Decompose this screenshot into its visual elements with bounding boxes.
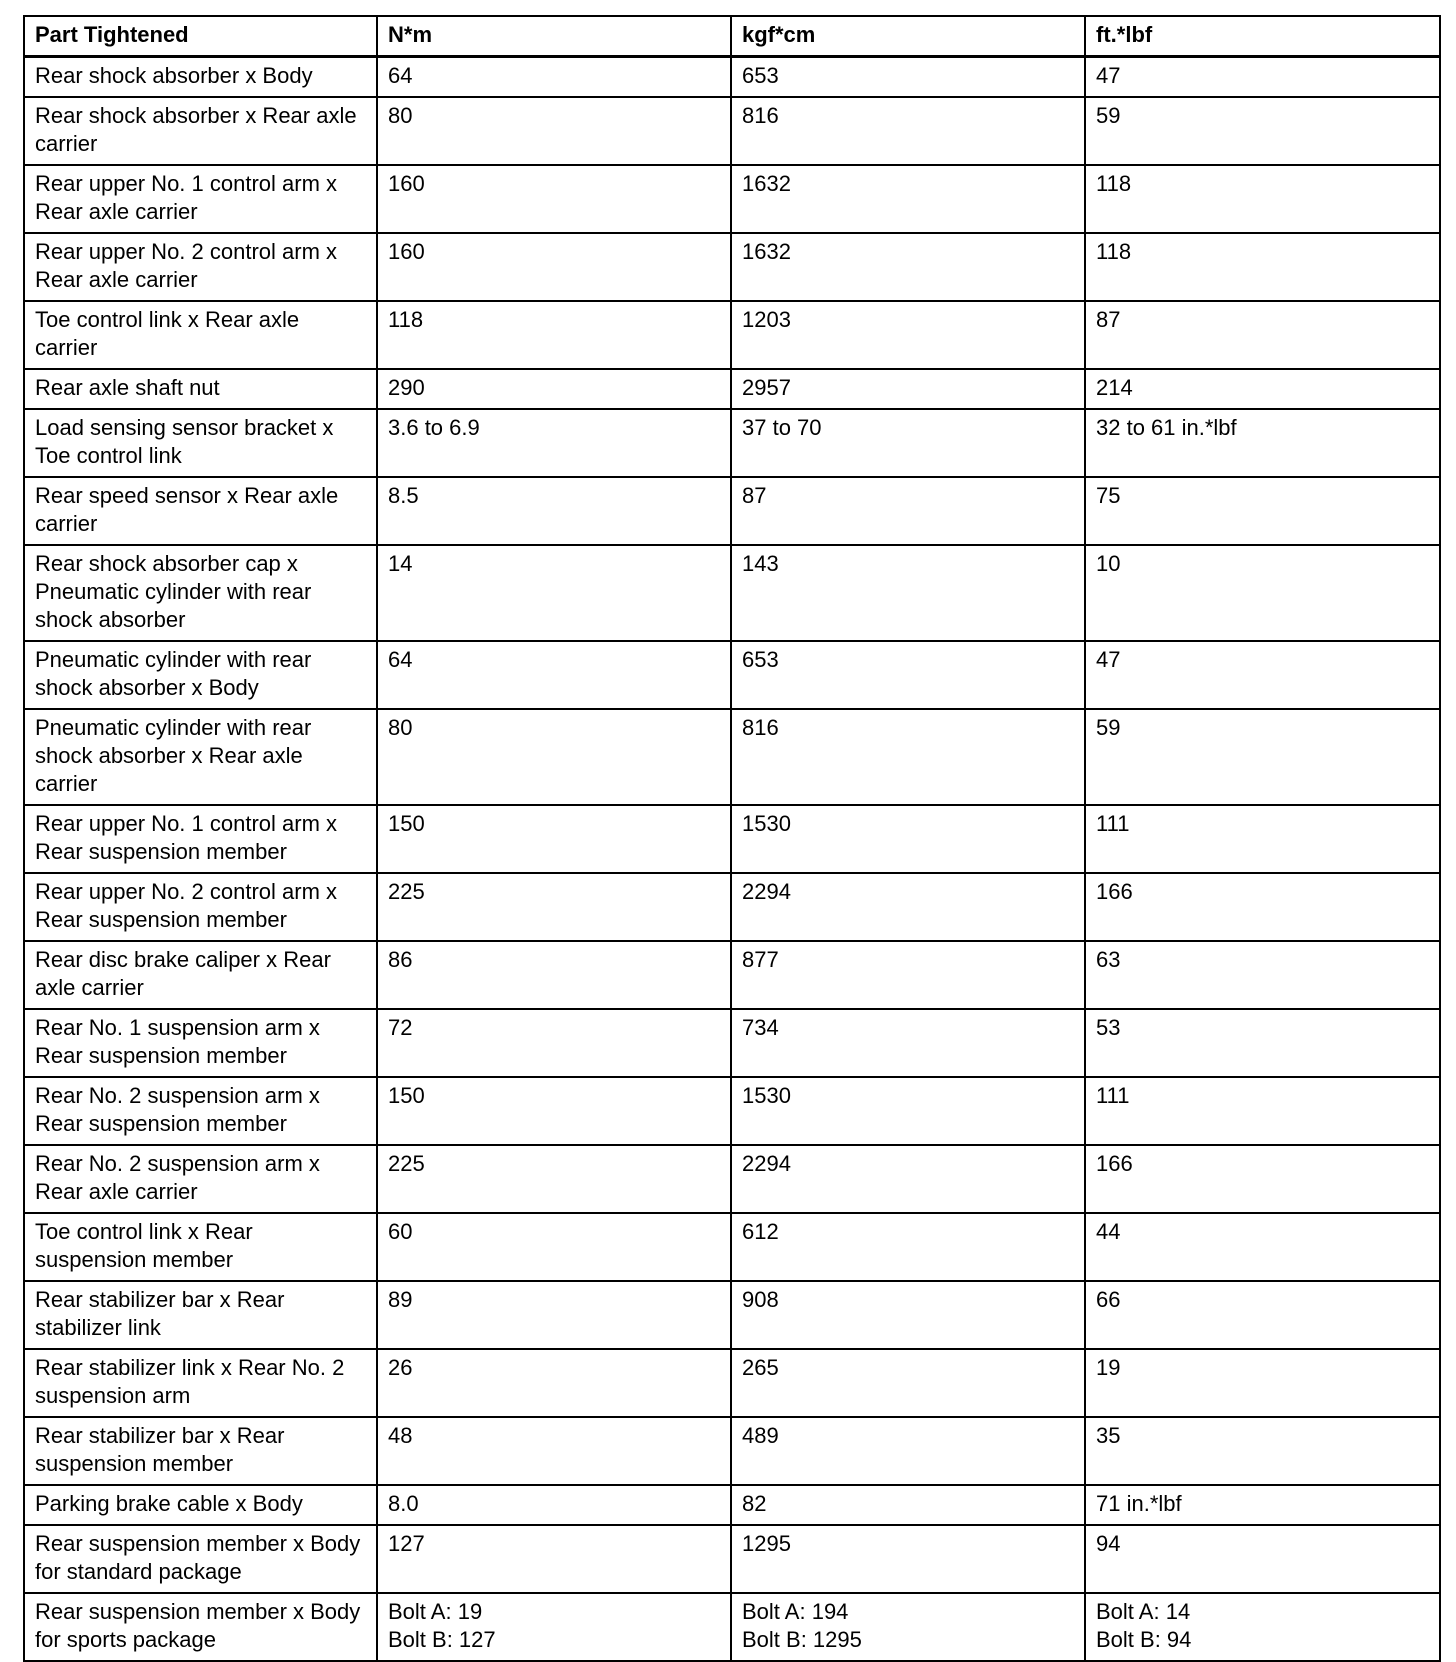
table-row bbox=[24, 641, 1440, 709]
torque-specification-table bbox=[23, 15, 1441, 1662]
newton-meters-cell: 89 bbox=[377, 1281, 731, 1349]
kgf-cm-cell: 1203 bbox=[731, 301, 1085, 369]
table-row bbox=[24, 1213, 1440, 1281]
newton-meters-cell: 60 bbox=[377, 1213, 731, 1281]
newton-meters-cell: 48 bbox=[377, 1417, 731, 1485]
part-tightened-cell: Rear suspension member x Body for sports package bbox=[24, 1593, 377, 1661]
ft-lbf-cell: 75 bbox=[1085, 477, 1440, 545]
header-part-tightened: Part Tightened bbox=[24, 16, 377, 57]
part-tightened-cell: Rear upper No. 2 control arm x Rear axle carrier bbox=[24, 233, 377, 301]
table-row bbox=[24, 1009, 1440, 1077]
newton-meters-cell: 72 bbox=[377, 1009, 731, 1077]
newton-meters-cell: 86 bbox=[377, 941, 731, 1009]
ft-lbf-cell: 59 bbox=[1085, 97, 1440, 165]
part-tightened-cell: Rear upper No. 2 control arm x Rear suspension member bbox=[24, 873, 377, 941]
ft-lbf-cell: 53 bbox=[1085, 1009, 1440, 1077]
table-row bbox=[24, 1077, 1440, 1145]
newton-meters-cell: 127 bbox=[377, 1525, 731, 1593]
header-kgf-cm: kgf*cm bbox=[731, 16, 1085, 57]
kgf-cm-cell: 1530 bbox=[731, 805, 1085, 873]
header-row bbox=[24, 16, 1440, 57]
table-row bbox=[24, 301, 1440, 369]
table-body bbox=[24, 57, 1440, 1662]
table-row bbox=[24, 477, 1440, 545]
newton-meters-cell: 3.6 to 6.9 bbox=[377, 409, 731, 477]
part-tightened-cell: Parking brake cable x Body bbox=[24, 1485, 377, 1525]
ft-lbf-cell: 71 in.*lbf bbox=[1085, 1485, 1440, 1525]
kgf-cm-cell: 1632 bbox=[731, 165, 1085, 233]
ft-lbf-cell: 87 bbox=[1085, 301, 1440, 369]
newton-meters-cell: 225 bbox=[377, 1145, 731, 1213]
table-row bbox=[24, 409, 1440, 477]
table-row bbox=[24, 1281, 1440, 1349]
ft-lbf-cell: 111 bbox=[1085, 805, 1440, 873]
ft-lbf-cell: 19 bbox=[1085, 1349, 1440, 1417]
kgf-cm-cell: 1295 bbox=[731, 1525, 1085, 1593]
kgf-cm-cell: 37 to 70 bbox=[731, 409, 1085, 477]
kgf-cm-cell: 612 bbox=[731, 1213, 1085, 1281]
part-tightened-cell: Rear shock absorber x Rear axle carrier bbox=[24, 97, 377, 165]
cell-line: Bolt A: 14 bbox=[1096, 1599, 1191, 1624]
ft-lbf-cell: 118 bbox=[1085, 165, 1440, 233]
part-tightened-cell: Rear No. 2 suspension arm x Rear axle carrier bbox=[24, 1145, 377, 1213]
kgf-cm-cell: 82 bbox=[731, 1485, 1085, 1525]
table-row bbox=[24, 1485, 1440, 1525]
table-row bbox=[24, 97, 1440, 165]
newton-meters-cell: 14 bbox=[377, 545, 731, 641]
kgf-cm-cell: 816 bbox=[731, 97, 1085, 165]
table-row bbox=[24, 1417, 1440, 1485]
cell-line: Bolt B: 94 bbox=[1096, 1627, 1192, 1652]
kgf-cm-cell: 2957 bbox=[731, 369, 1085, 409]
ft-lbf-cell: 32 to 61 in.*lbf bbox=[1085, 409, 1440, 477]
ft-lbf-cell: 63 bbox=[1085, 941, 1440, 1009]
ft-lbf-cell: 47 bbox=[1085, 641, 1440, 709]
part-tightened-cell: Rear speed sensor x Rear axle carrier bbox=[24, 477, 377, 545]
kgf-cm-cell: 734 bbox=[731, 1009, 1085, 1077]
table-row bbox=[24, 1525, 1440, 1593]
newton-meters-cell bbox=[377, 1593, 731, 1661]
kgf-cm-cell: 2294 bbox=[731, 1145, 1085, 1213]
part-tightened-cell: Rear upper No. 1 control arm x Rear axle carrier bbox=[24, 165, 377, 233]
cell-line: Bolt A: 194 bbox=[742, 1599, 849, 1624]
header-newton-meters: N*m bbox=[377, 16, 731, 57]
newton-meters-cell: 8.0 bbox=[377, 1485, 731, 1525]
kgf-cm-cell: 816 bbox=[731, 709, 1085, 805]
kgf-cm-cell: 87 bbox=[731, 477, 1085, 545]
table-row bbox=[24, 709, 1440, 805]
newton-meters-cell: 150 bbox=[377, 1077, 731, 1145]
newton-meters-cell: 80 bbox=[377, 709, 731, 805]
cell-line: Bolt B: 1295 bbox=[742, 1627, 862, 1652]
kgf-cm-cell: 908 bbox=[731, 1281, 1085, 1349]
newton-meters-cell: 225 bbox=[377, 873, 731, 941]
ft-lbf-cell: 44 bbox=[1085, 1213, 1440, 1281]
part-tightened-cell: Rear upper No. 1 control arm x Rear suspension member bbox=[24, 805, 377, 873]
kgf-cm-cell: 1530 bbox=[731, 1077, 1085, 1145]
cell-line: Bolt A: 19 bbox=[388, 1599, 483, 1624]
table-row bbox=[24, 545, 1440, 641]
part-tightened-cell: Rear axle shaft nut bbox=[24, 369, 377, 409]
kgf-cm-cell bbox=[731, 1593, 1085, 1661]
part-tightened-cell: Pneumatic cylinder with rear shock absorber x Rear axle carrier bbox=[24, 709, 377, 805]
part-tightened-cell: Rear No. 2 suspension arm x Rear suspension member bbox=[24, 1077, 377, 1145]
ft-lbf-cell: 94 bbox=[1085, 1525, 1440, 1593]
part-tightened-cell: Pneumatic cylinder with rear shock absorber x Body bbox=[24, 641, 377, 709]
ft-lbf-cell: 111 bbox=[1085, 1077, 1440, 1145]
table-row bbox=[24, 369, 1440, 409]
part-tightened-cell: Toe control link x Rear axle carrier bbox=[24, 301, 377, 369]
ft-lbf-cell: 59 bbox=[1085, 709, 1440, 805]
cell-line: Bolt B: 127 bbox=[388, 1627, 496, 1652]
table-row bbox=[24, 57, 1440, 98]
ft-lbf-cell: 35 bbox=[1085, 1417, 1440, 1485]
part-tightened-cell: Rear No. 1 suspension arm x Rear suspension member bbox=[24, 1009, 377, 1077]
kgf-cm-cell: 653 bbox=[731, 641, 1085, 709]
table-row bbox=[24, 873, 1440, 941]
table-row bbox=[24, 1145, 1440, 1213]
part-tightened-cell: Rear shock absorber cap x Pneumatic cylinder with rear shock absorber bbox=[24, 545, 377, 641]
part-tightened-cell: Rear disc brake caliper x Rear axle carrier bbox=[24, 941, 377, 1009]
newton-meters-cell: 80 bbox=[377, 97, 731, 165]
kgf-cm-cell: 265 bbox=[731, 1349, 1085, 1417]
ft-lbf-cell: 166 bbox=[1085, 1145, 1440, 1213]
kgf-cm-cell: 2294 bbox=[731, 873, 1085, 941]
table-row bbox=[24, 165, 1440, 233]
part-tightened-cell: Rear stabilizer bar x Rear stabilizer link bbox=[24, 1281, 377, 1349]
part-tightened-cell: Load sensing sensor bracket x Toe control link bbox=[24, 409, 377, 477]
table-row bbox=[24, 1593, 1440, 1661]
part-tightened-cell: Rear stabilizer bar x Rear suspension member bbox=[24, 1417, 377, 1485]
newton-meters-cell: 160 bbox=[377, 165, 731, 233]
ft-lbf-cell: 214 bbox=[1085, 369, 1440, 409]
newton-meters-cell: 290 bbox=[377, 369, 731, 409]
table-header bbox=[24, 16, 1440, 57]
part-tightened-cell: Rear stabilizer link x Rear No. 2 suspension arm bbox=[24, 1349, 377, 1417]
part-tightened-cell: Rear suspension member x Body for standard package bbox=[24, 1525, 377, 1593]
kgf-cm-cell: 1632 bbox=[731, 233, 1085, 301]
newton-meters-cell: 118 bbox=[377, 301, 731, 369]
newton-meters-cell: 26 bbox=[377, 1349, 731, 1417]
table-row bbox=[24, 941, 1440, 1009]
newton-meters-cell: 150 bbox=[377, 805, 731, 873]
table-row bbox=[24, 233, 1440, 301]
ft-lbf-cell: 10 bbox=[1085, 545, 1440, 641]
header-ft-lbf: ft.*lbf bbox=[1085, 16, 1440, 57]
ft-lbf-cell bbox=[1085, 1593, 1440, 1661]
kgf-cm-cell: 489 bbox=[731, 1417, 1085, 1485]
newton-meters-cell: 8.5 bbox=[377, 477, 731, 545]
ft-lbf-cell: 118 bbox=[1085, 233, 1440, 301]
kgf-cm-cell: 877 bbox=[731, 941, 1085, 1009]
newton-meters-cell: 64 bbox=[377, 641, 731, 709]
table-row bbox=[24, 805, 1440, 873]
kgf-cm-cell: 653 bbox=[731, 57, 1085, 98]
table-row bbox=[24, 1349, 1440, 1417]
part-tightened-cell: Rear shock absorber x Body bbox=[24, 57, 377, 98]
ft-lbf-cell: 47 bbox=[1085, 57, 1440, 98]
kgf-cm-cell: 143 bbox=[731, 545, 1085, 641]
newton-meters-cell: 64 bbox=[377, 57, 731, 98]
ft-lbf-cell: 166 bbox=[1085, 873, 1440, 941]
ft-lbf-cell: 66 bbox=[1085, 1281, 1440, 1349]
newton-meters-cell: 160 bbox=[377, 233, 731, 301]
part-tightened-cell: Toe control link x Rear suspension member bbox=[24, 1213, 377, 1281]
